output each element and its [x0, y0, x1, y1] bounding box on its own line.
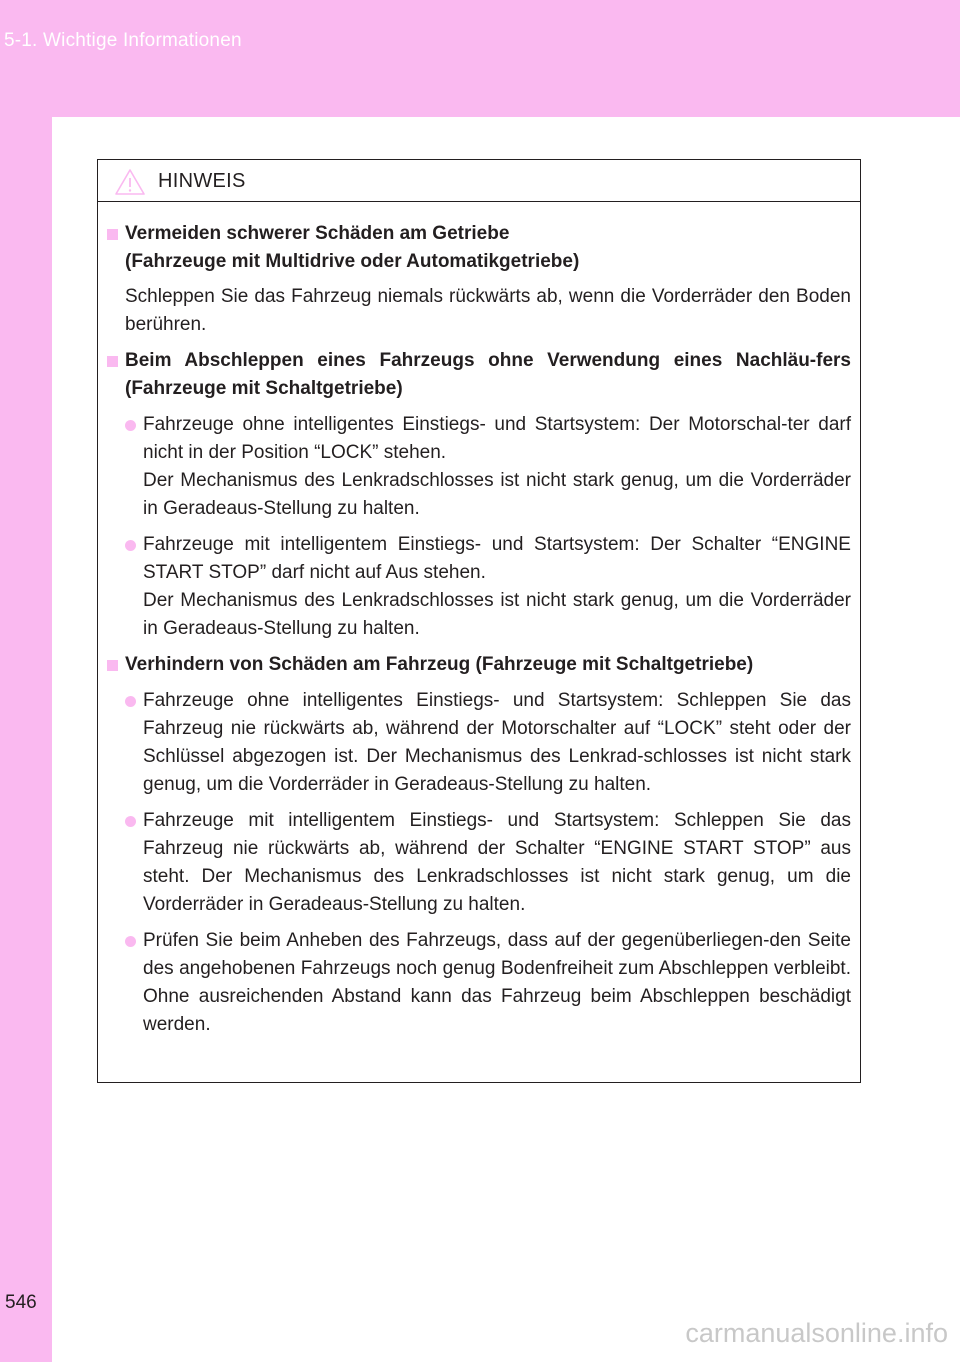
notice-box: [97, 159, 861, 1083]
notice-section: [105, 651, 851, 1039]
watermark: carmanualsonline.info: [685, 1318, 948, 1348]
section-title-line: Verhindern von Schäden am Fahrzeug (Fahrzeuge mit Schaltgetriebe): [125, 654, 754, 675]
bullet-item: [105, 687, 851, 799]
bullet-item: [105, 927, 851, 1039]
warning-triangle-icon: [114, 168, 146, 196]
section-title: [105, 651, 851, 679]
section-title-line: Beim Abschleppen eines Fahrzeugs ohne Verwendung eines Nachläu-fers (Fahrzeuge mit Schaltgetriebe): [125, 350, 851, 399]
bullet-line: Fahrzeuge mit intelligentem Einstiegs- und Startsystem: Schleppen Sie das Fahrzeug nie rückwärts ab, während der Schalter “ENGINE START STOP” aus steht. Der Mechanismus des Lenkradschlosses ist nicht stark genug, um die Vorderräder in Geradeaus-Stellung zu halten.: [143, 810, 851, 915]
page-number: 546: [5, 1292, 37, 1313]
section-header: 5-1. Wichtige Informationen: [4, 30, 242, 51]
section-title-line: (Fahrzeuge mit Multidrive oder Automatikgetriebe): [125, 251, 580, 272]
section-title: [105, 347, 851, 403]
notice-section: [105, 220, 851, 339]
notice-title: HINWEIS: [158, 170, 246, 192]
notice-header: [98, 160, 860, 202]
round-bullet-icon: [125, 936, 136, 947]
notice-section: [105, 347, 851, 643]
section-title: [105, 220, 851, 276]
bullet-item: [105, 531, 851, 643]
header-band: [0, 0, 960, 117]
bullet-item: [105, 807, 851, 919]
bullet-line: Der Mechanismus des Lenkradschlosses ist nicht stark genug, um die Vorderräder in Geradeaus-Stellung zu halten.: [143, 590, 851, 639]
notice-body: [98, 202, 860, 1039]
bullet-item: [105, 411, 851, 523]
side-band: [0, 117, 52, 1362]
round-bullet-icon: [125, 696, 136, 707]
round-bullet-icon: [125, 816, 136, 827]
square-bullet-icon: [107, 660, 118, 671]
bullet-line: Fahrzeuge mit intelligentem Einstiegs- und Startsystem: Der Schalter “ENGINE START STOP” darf nicht auf Aus stehen.: [143, 534, 851, 583]
round-bullet-icon: [125, 420, 136, 431]
section-title-line: Vermeiden schwerer Schäden am Getriebe: [125, 223, 510, 244]
round-bullet-icon: [125, 540, 136, 551]
bullet-line: Fahrzeuge ohne intelligentes Einstiegs- und Startsystem: Schleppen Sie das Fahrzeug nie rückwärts ab, während der Motorschalter auf “LOCK” steht oder der Schlüssel abgezogen ist. Der Mechanismus des Lenkrad-schlosses ist nicht stark genug, um die Vorderräder in Geradeaus-Stellung zu halten.: [143, 690, 851, 795]
square-bullet-icon: [107, 229, 118, 240]
square-bullet-icon: [107, 356, 118, 367]
paragraph: Schleppen Sie das Fahrzeug niemals rückwärts ab, wenn die Vorderräder den Boden berühren.: [125, 286, 851, 335]
bullet-line: Der Mechanismus des Lenkradschlosses ist nicht stark genug, um die Vorderräder in Geradeaus-Stellung zu halten.: [143, 470, 851, 519]
bullet-line: Fahrzeuge ohne intelligentes Einstiegs- und Startsystem: Der Motorschal-ter darf nicht in der Position “LOCK” stehen.: [143, 414, 851, 463]
bullet-line: Prüfen Sie beim Anheben des Fahrzeugs, dass auf der gegenüberliegen-den Seite des angehobenen Fahrzeugs noch genug Bodenfreiheit zum Abschleppen verbleibt. Ohne ausreichenden Abstand kann das Fahrzeug beim Abschleppen beschädigt werden.: [143, 930, 851, 1035]
